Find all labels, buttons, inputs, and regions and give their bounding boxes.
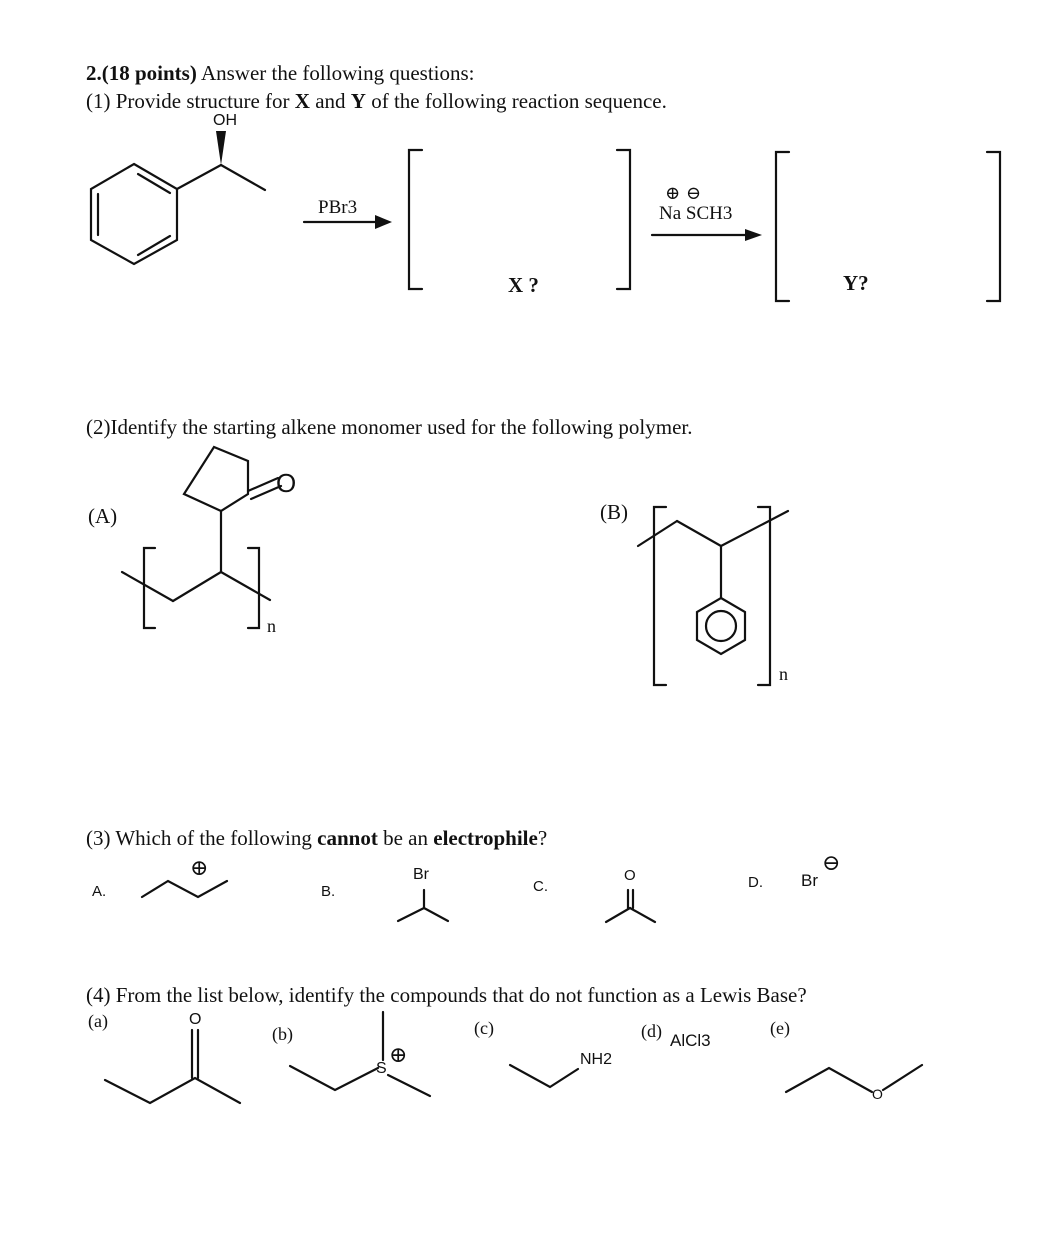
- q3-d-minus-charge: ⊖: [822, 850, 841, 875]
- q3-mid: be an: [377, 826, 434, 850]
- polymer-a-n: n: [267, 616, 276, 636]
- polymer-b-label: (B): [600, 500, 628, 524]
- polymer-b-structure: [638, 507, 788, 685]
- arrow-2-head: [745, 229, 762, 241]
- question-number: 2.: [86, 61, 102, 85]
- x-right-bracket: [617, 150, 630, 289]
- q4-label-a: (a): [88, 1011, 108, 1031]
- q4-b-plus-charge: ⊕: [389, 1042, 408, 1067]
- q3-d-bromide: Br: [801, 871, 818, 890]
- q4-label-e: (e): [770, 1018, 790, 1038]
- q4-c-nh2: NH2: [580, 1051, 613, 1068]
- wedge-bond: [216, 131, 226, 165]
- q4-d-alcl3: AlCl3: [670, 1031, 711, 1050]
- polymer-a-structure: [122, 447, 281, 628]
- benzene-ring-q1: [91, 164, 177, 264]
- q4-b-sulfur: S: [376, 1060, 387, 1077]
- reagent-pbr3: PBr3: [318, 197, 358, 218]
- polymer-a-label: (A): [88, 504, 118, 528]
- arrow-1-head: [375, 215, 392, 229]
- q1-y: Y: [350, 89, 366, 113]
- q3-c-acetone: [606, 890, 655, 922]
- q3-option-a: A.: [92, 883, 107, 900]
- plus-charge-na: ⊕: [665, 183, 681, 203]
- chiral-bond: [177, 165, 221, 189]
- q4-e-ether: [786, 1065, 922, 1092]
- q4-e-oxygen: O: [872, 1086, 883, 1102]
- q3-b-br: Br: [413, 866, 429, 883]
- q4-label-b: (b): [272, 1024, 293, 1044]
- y-left-bracket: [776, 152, 789, 301]
- x-label: [508, 273, 539, 297]
- q4-label-c: (c): [474, 1018, 494, 1038]
- points-label: (18 points): [101, 61, 197, 85]
- y-label: [843, 271, 869, 295]
- q1-and: and: [309, 89, 351, 113]
- y-right-bracket: [987, 152, 1000, 301]
- q4-a-oxygen: O: [189, 1011, 202, 1028]
- q3-b-isopropyl-bromide: [398, 890, 448, 921]
- polymer-b-n: n: [779, 664, 788, 684]
- q3-c-oxygen: O: [624, 867, 636, 884]
- header-instruction: Answer the following questions:: [196, 61, 475, 85]
- minus-charge-sch3: ⊖: [686, 183, 702, 203]
- x-label-text: X ?: [508, 273, 539, 297]
- methyl-bond: [221, 165, 265, 190]
- q3-option-c: C.: [533, 878, 548, 895]
- q3-cannot: cannot: [317, 826, 378, 850]
- q3-a-plus-charge: ⊕: [190, 855, 209, 880]
- reagent-nasch3: Na SCH3: [659, 203, 733, 224]
- q3-option-b: B.: [321, 883, 336, 900]
- q3-prompt: [86, 826, 547, 850]
- x-left-bracket: [409, 150, 422, 289]
- q3-suffix: ?: [537, 826, 548, 850]
- q1-prefix: (1) Provide structure for: [86, 89, 295, 113]
- q2-prompt: (2)Identify the starting alkene monomer used for the following polymer.: [86, 415, 693, 439]
- q4-a-butanone: [105, 1030, 240, 1103]
- y-label-text: Y?: [843, 271, 869, 295]
- q3-option-d: D.: [748, 874, 763, 891]
- oh-label: OH: [213, 112, 237, 129]
- q3-electrophile: electrophile: [433, 826, 538, 850]
- q1-suffix: of the following reaction sequence.: [365, 89, 667, 113]
- q4-label-d: (d): [641, 1021, 662, 1041]
- q4-prompt: (4) From the list below, identify the compounds that do not function as a Lewis Base?: [86, 983, 807, 1007]
- q3-a-allyl-cation: [142, 881, 227, 897]
- q4-b-sulfonium: [290, 1012, 430, 1096]
- q4-c-ethylamine: [510, 1065, 578, 1087]
- ketone-oxygen: O: [276, 468, 297, 498]
- q1-x: X: [294, 89, 310, 113]
- q3-prefix: (3) Which of the following: [86, 826, 318, 850]
